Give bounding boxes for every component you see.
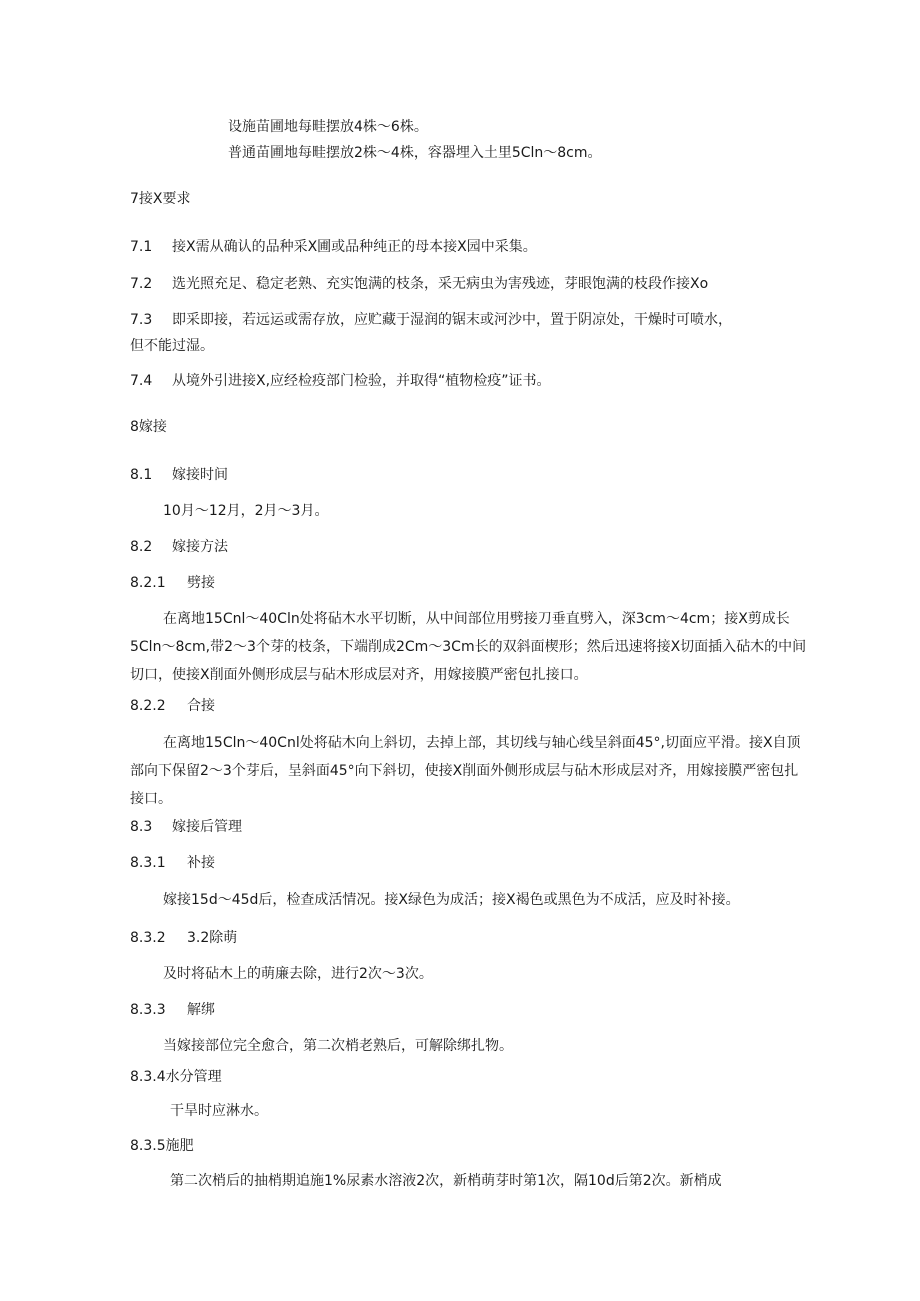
section-8-2-title: 嫁接方法 (172, 539, 228, 555)
section-8-2-2-body: 在离地15Cln～40Cnl处将砧木向上斜切，去掉上部，其切线与轴心线呈斜面45°,切面应平滑。接X自顶部向下保留2～3个芽后，呈斜面45°向下斜切，使接X削面外侧形成层与砧木形成层对齐，用嫁接膜严密包扎接口。 (130, 735, 801, 807)
section-8-title: 8嫁接 (130, 419, 167, 435)
section-8-3-1-body: 嫁接15d～45d后，检查成活情况。接X绿色为成活；接X褐色或黑色为不成活，应及时补接。 (163, 892, 740, 908)
intro-line-2: 普通苗圃地每畦摆放2株～4株，容器埋入土里5Cln～8cm。 (228, 145, 602, 161)
item-7-2-text: 选光照充足、稳定老熟、充实饱满的枝条，采无病虫为害残迹，芽眼饱满的枝段作接Xo (172, 276, 709, 292)
section-8-3-5-heading: 8.3.5施肥 (130, 1138, 194, 1154)
section-8-2-1-title: 劈接 (187, 575, 215, 591)
intro-line-1: 设施苗圃地每畦摆放4株～6株。 (228, 119, 428, 135)
item-7-3-number: 7.3 (130, 312, 153, 328)
section-7-title: 7接X要求 (130, 191, 191, 207)
section-8-3-number: 8.3 (130, 819, 153, 835)
section-8-2-2-number: 8.2.2 (130, 698, 166, 714)
section-8-1-number: 8.1 (130, 467, 153, 483)
section-8-3-title: 嫁接后管理 (172, 819, 242, 835)
item-7-1-text: 接X需从确认的品种采X圃或品种纯正的母本接X园中采集。 (172, 239, 537, 255)
section-8-1-title: 嫁接时间 (172, 467, 228, 483)
section-8-3-3-number: 8.3.3 (130, 1002, 166, 1018)
section-8-3-1-number: 8.3.1 (130, 855, 166, 871)
section-8-1-body: 10月～12月，2月～3月。 (163, 503, 329, 519)
item-7-3-text: 即采即接，若远运或需存放，应贮藏于湿润的锯末或河沙中，置于阴凉处，干燥时可喷水， (172, 312, 732, 328)
item-7-3-text-continued: 但不能过湿。 (130, 338, 214, 354)
section-8-3-3-body: 当嫁接部位完全愈合，第二次梢老熟后，可解除绑扎物。 (163, 1038, 513, 1054)
section-8-3-4-body: 干旱时应淋水。 (170, 1103, 268, 1119)
section-8-2-1-body: 在离地15Cnl～40Cln处将砧木水平切断，从中间部位用劈接刀垂直劈入，深3cm～4cm；接X剪成长5Cln～8cm,带2～3个芽的枝条，下端削成2Cm～3Cm长的双斜面楔形；然后迅速将接X切面插入砧木的中间切口，使接X削面外侧形成层与砧木形成层对齐，用嫁接膜严密包扎接口。 (130, 611, 807, 683)
section-8-3-3-title: 解绑 (187, 1002, 215, 1018)
section-8-2-2-title: 合接 (187, 698, 215, 714)
item-7-1-number: 7.1 (130, 239, 153, 255)
section-8-2-number: 8.2 (130, 539, 153, 555)
item-7-4-number: 7.4 (130, 373, 153, 389)
section-8-3-4-heading: 8.3.4水分管理 (130, 1069, 222, 1085)
section-8-3-1-title: 补接 (187, 855, 215, 871)
section-8-3-2-body: 及时将砧木上的萌廉去除，进行2次～3次。 (163, 966, 433, 982)
section-8-2-1-number: 8.2.1 (130, 575, 166, 591)
section-8-3-2-title: 3.2除萌 (187, 930, 238, 946)
item-7-4-text: 从境外引进接X,应经检疫部门检验，并取得“植物检疫”证书。 (172, 373, 551, 389)
section-8-3-5-body: 第二次梢后的抽梢期追施1%尿素水溶液2次，新梢萌芽时第1次，隔10d后第2次。新梢成 (170, 1173, 722, 1189)
section-8-3-2-number: 8.3.2 (130, 930, 166, 946)
item-7-2-number: 7.2 (130, 276, 153, 292)
